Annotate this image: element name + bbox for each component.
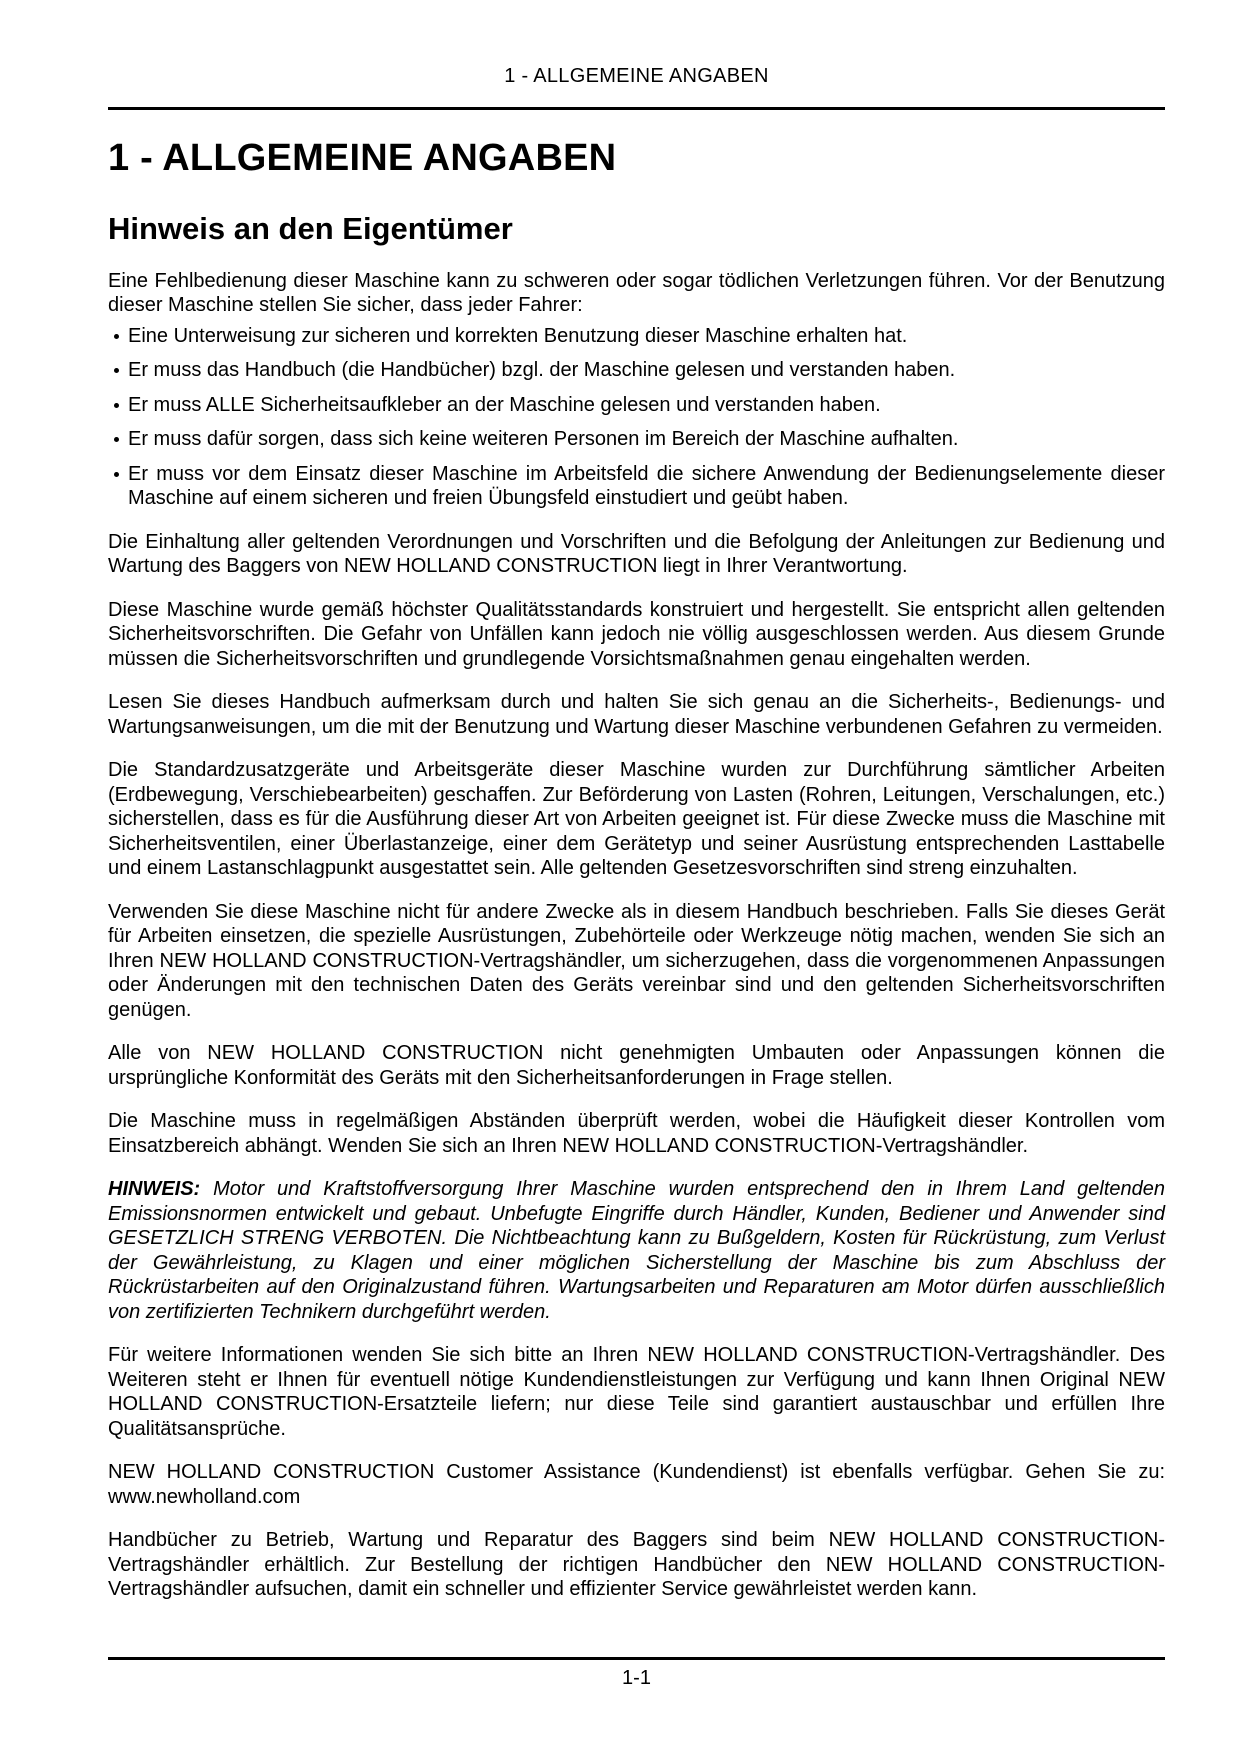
chapter-title: 1 - ALLGEMEINE ANGABEN <box>108 137 617 179</box>
list-item <box>108 358 1165 383</box>
footer-rule <box>108 1657 1165 1660</box>
note-label: HINWEIS: <box>108 1178 201 1201</box>
paragraph: Die Maschine muss in regelmäßigen Abständen überprüft werden, wobei die Häufigkeit dieser Kontrollen vom Einsatzbereich abhängt. Wenden Sie sich an Ihren NEW HOLLAND CONSTRUCTION-Vertragshändler. <box>108 1110 1165 1157</box>
list-item <box>108 427 1165 452</box>
paragraph: Für weitere Informationen wenden Sie sich bitte an Ihren NEW HOLLAND CONSTRUCTION-Vertragshändler. Des Weiteren steht er Ihnen für eventuell nötige Kundendienstleistungen zur Verfügung und kann Ihnen Original NEW HOLLAND CONSTRUCTION-Ersatzteile liefern; nur diese Teile sind garantiert austauschbar und erfüllen Ihre Qualitätsansprüche. <box>108 1344 1165 1440</box>
bullet-icon <box>114 437 119 442</box>
bullet-icon <box>114 472 119 477</box>
list-item-text: Er muss vor dem Einsatz dieser Maschine im Arbeitsfeld die sichere Anwendung der Bedienungselemente dieser Maschine auf einem sicheren und freien Übungsfeld einstudiert und geübt haben. <box>128 462 1165 510</box>
note-text: Motor und Kraftstoffversorgung Ihrer Maschine wurden entsprechend den in Ihrem Land geltenden Emissionsnormen entwickelt und gebaut. Unbefugte Eingriffe durch Händler, Kunden, Bediener und Anwender sind GESETZLICH STRENG VERBOTEN. Die Nichtbeachtung kann zu Bußgeldern, Kosten für Rückrüstung, zum Verlust der Gewährleistung, zu Klagen und einer möglichen Sicherstellung der Maschine bis zum Abschluss der Rückrüstarbeiten auf den Originalzustand führen. Wartungsarbeiten und Reparaturen am Motor dürfen ausschließlich von zertifizierten Technikern durchgeführt werden. <box>108 1178 1165 1323</box>
paragraph: Lesen Sie dieses Handbuch aufmerksam durch und halten Sie sich genau an die Sicherheits-, Bedienungs- und Wartungsanweisungen, um die mit der Benutzung und Wartung dieser Maschine verbundenen Gefahren zu vermeiden. <box>108 691 1165 738</box>
list-item-text: Er muss das Handbuch (die Handbücher) bzgl. der Maschine gelesen und verstanden haben. <box>128 359 956 382</box>
header-rule <box>108 107 1165 110</box>
list-item <box>108 393 1165 418</box>
page-number: 1-1 <box>622 1667 651 1689</box>
list-item <box>108 324 1165 349</box>
bullet-icon <box>114 403 119 408</box>
list-item-text: Er muss ALLE Sicherheitsaufkleber an der Maschine gelesen und verstanden haben. <box>128 393 881 416</box>
paragraph: Handbücher zu Betrieb, Wartung und Reparatur des Baggers sind beim NEW HOLLAND CONSTRUCTION-Vertragshändler erhältlich. Zur Bestellung der richtigen Handbücher den NEW HOLLAND CONSTRUCTION-Vertragshändler aufsuchen, damit ein schneller und effizienter Service gewährleistet werden kann. <box>108 1529 1165 1601</box>
bullet-icon <box>114 368 119 373</box>
bullet-icon <box>114 334 119 339</box>
intro-paragraph: Eine Fehlbedienung dieser Maschine kann zu schweren oder sogar tödlichen Verletzungen führen. Vor der Benutzung dieser Maschine stellen Sie sicher, dass jeder Fahrer: <box>108 269 1165 317</box>
paragraph: Die Einhaltung aller geltenden Verordnungen und Vorschriften und die Befolgung der Anleitungen zur Bedienung und Wartung des Baggers von NEW HOLLAND CONSTRUCTION liegt in Ihrer Verantwortung. <box>108 530 1165 578</box>
paragraph: Alle von NEW HOLLAND CONSTRUCTION nicht genehmigten Umbauten oder Anpassungen können die ursprüngliche Konformität des Geräts mit den Sicherheitsanforderungen in Frage stellen. <box>108 1042 1165 1089</box>
list-item-text: Er muss dafür sorgen, dass sich keine weiteren Personen im Bereich der Maschine aufhalten. <box>128 428 959 451</box>
paragraph: NEW HOLLAND CONSTRUCTION Customer Assistance (Kundendienst) ist ebenfalls verfügbar. Gehen Sie zu: www.newholland.com <box>108 1461 1165 1508</box>
list-item <box>108 462 1165 511</box>
list-item-text: Eine Unterweisung zur sicheren und korrekten Benutzung dieser Maschine erhalten hat. <box>128 324 908 347</box>
running-header: 1 - ALLGEMEINE ANGABEN <box>504 65 769 87</box>
paragraph: Verwenden Sie diese Maschine nicht für andere Zwecke als in diesem Handbuch beschrieben. Falls Sie dieses Gerät für Arbeiten einsetzen, die spezielle Ausrüstungen, Zubehörteile oder Werkzeuge nötig machen, wenden Sie sich an Ihren NEW HOLLAND CONSTRUCTION-Vertragshändler, um sicherzugehen, dass die vorgenommenen Anpassungen oder Änderungen mit den technischen Daten des Geräts vereinbar sind und den geltenden Sicherheitsvorschriften genügen. <box>108 900 1165 1021</box>
paragraph: Die Standardzusatzgeräte und Arbeitsgeräte dieser Maschine wurden zur Durchführung sämtlicher Arbeiten (Erdbewegung, Verschiebearbeiten) geschaffen. Zur Beförderung von Lasten (Rohren, Leitungen, Verschalungen, etc.) sicherstellen, dass es für die Ausführung dieser Art von Arbeiten geeignet ist. Für diese Zwecke muss die Maschine mit Sicherheitsventilen, einer Überlastanzeige, einer dem Gerätetyp und seiner Ausrüstung entsprechenden Lasttabelle und einem Lastanschlagpunkt ausgestattet sein. Alle geltenden Gesetzesvorschriften sind streng einzuhalten. <box>108 759 1165 880</box>
operator-requirements-list <box>108 324 1165 511</box>
section-heading: Hinweis an den Eigentümer <box>108 210 513 246</box>
note-paragraph <box>108 1177 1165 1324</box>
paragraph: Diese Maschine wurde gemäß höchster Qualitätsstandards konstruiert und hergestellt. Sie entspricht allen geltenden Sicherheitsvorschriften. Die Gefahr von Unfällen kann jedoch nie völlig ausgeschlossen werden. Aus diesem Grunde müssen die Sicherheitsvorschriften und grundlegende Vorsichtsmaßnahmen genau eingehalten werden. <box>108 598 1165 670</box>
page-footer <box>108 1657 1165 1690</box>
